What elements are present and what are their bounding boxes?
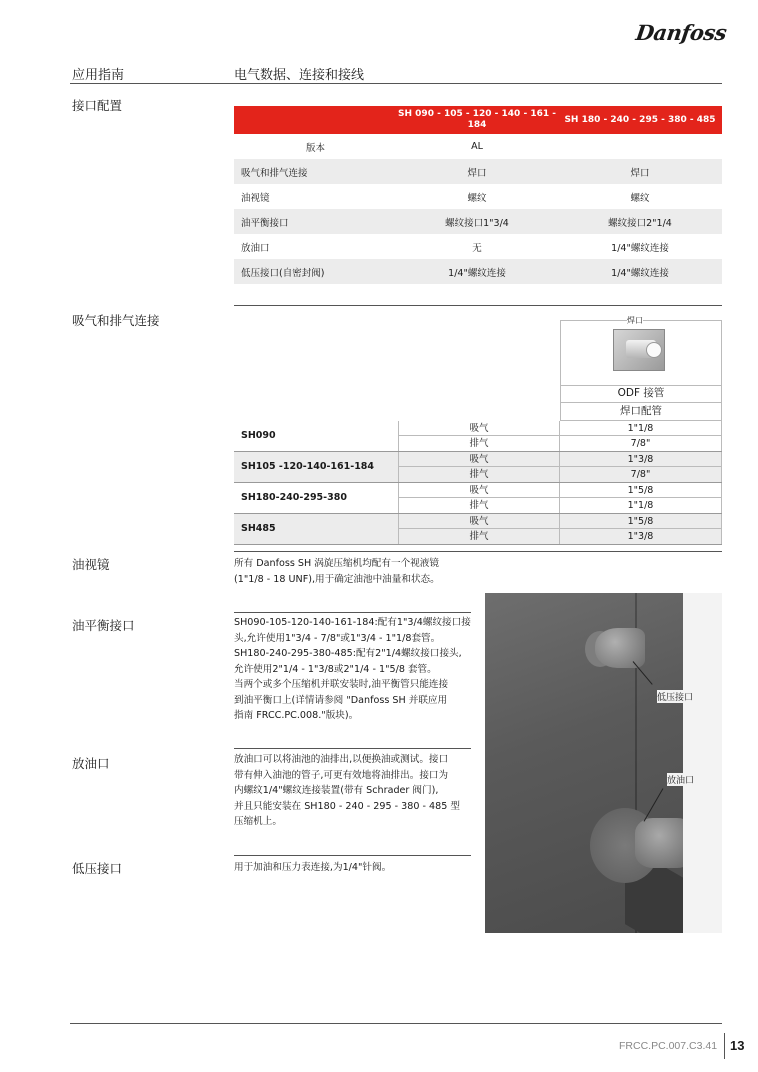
text-line: 内螺纹1/4"螺纹连接装置(带有 Schrader 阀门),: [234, 785, 439, 796]
section-rule: [234, 748, 471, 749]
section-sight-glass-label: 油视镜: [72, 557, 110, 572]
footer-separator: [724, 1033, 725, 1059]
interface-spec-table: [234, 106, 722, 284]
text-line: 允许使用2"1/4 - 1"3/8或2"1/4 - 1"5/8 套管。: [234, 663, 437, 675]
spec-row-value: 螺纹接口2"1/4: [608, 217, 672, 229]
spec-row-value: 螺纹: [467, 192, 487, 204]
table-row: [398, 436, 722, 451]
spec-row: [234, 159, 722, 184]
brazed-fitting-icon: [613, 329, 665, 371]
callout-leader: [644, 788, 664, 821]
spec-row-value: 焊口: [630, 167, 650, 179]
text-line: 到油平衡口上(详情请参阅 "Danfoss SH 并联应用: [234, 694, 448, 706]
connection-type: 排气: [398, 467, 560, 482]
section-rule: [234, 551, 722, 552]
fitting-image-label: 焊口: [627, 316, 643, 325]
connection-size: 1"5/8: [560, 514, 722, 529]
spec-row-label: 低压接口(自密封阀): [241, 267, 325, 279]
section-interface-label: 接口配置: [72, 98, 123, 113]
table-row-group: [234, 514, 722, 545]
text-line: 带有伸入油池的管子,可更有效地将油排出。接口为: [234, 769, 449, 781]
connection-size-table: [234, 421, 722, 545]
spec-row-value: 无: [472, 242, 482, 254]
spec-row-value: 螺纹接口1"3/4: [445, 217, 509, 229]
table-row-group: [234, 452, 722, 483]
section-rule: [234, 612, 471, 613]
table-row-group: [234, 421, 722, 452]
connection-type: 排气: [398, 529, 560, 544]
connection-size: 1"3/8: [560, 529, 722, 544]
connection-size: 7/8": [560, 436, 722, 451]
section-low-pressure-label: 低压接口: [72, 861, 123, 876]
spec-row-value: 1/4"螺纹连接: [448, 267, 506, 279]
table-row: [398, 483, 722, 498]
header-rule: [70, 83, 722, 84]
equalization-port-cap: [595, 628, 645, 668]
text-line: 并且只能安装在 SH180 - 240 - 295 - 380 - 485 型: [234, 800, 460, 812]
spec-row-value: 1/4"螺纹连接: [611, 242, 669, 254]
table-row: [398, 529, 722, 544]
oil-drain-text: [234, 752, 479, 830]
low-pressure-text: [234, 860, 479, 876]
table-row: [398, 452, 722, 467]
section-suction-discharge-label: 吸气和排气连接: [72, 313, 160, 328]
text-line: SH180-240-295-380-485:配有2"1/4螺纹接口接头,: [234, 648, 462, 659]
model-label: SH105 -120-140-161-184: [241, 461, 375, 472]
spec-table-header: [234, 106, 722, 134]
table-row-group: [234, 483, 722, 514]
spec-header-small-models: SH 090 - 105 - 120 - 140 - 161 - 184: [398, 109, 556, 130]
callout-oil-drain: 放油口: [667, 773, 694, 786]
connection-type: 吸气: [398, 483, 560, 498]
header-section-title: 电气数据、连接和接线: [234, 68, 365, 83]
connection-size: 7/8": [560, 467, 722, 482]
spec-table-bottom-rule: [234, 305, 722, 306]
table-row: [398, 421, 722, 436]
page-number: 13: [730, 1038, 745, 1053]
connection-size: 1"3/8: [560, 452, 722, 467]
spec-row: [234, 184, 722, 209]
text-line: 放油口可以将油池的油排出,以便换油或测试。接口: [234, 754, 449, 765]
compressor-ports-photo: [485, 593, 722, 933]
connection-type: 排气: [398, 498, 560, 513]
text-line: 指南 FRCC.PC.008."版块)。: [234, 710, 359, 721]
section-oil-equalization-label: 油平衡接口: [72, 618, 135, 633]
model-label: SH090: [241, 430, 276, 441]
spec-row-label: 放油口: [241, 242, 270, 254]
text-line: 压缩机上。: [234, 816, 282, 827]
spec-row: [234, 259, 722, 284]
spec-row: [234, 134, 722, 159]
table-row: [398, 514, 722, 529]
model-label: SH180-240-295-380: [241, 492, 347, 503]
text-line: SH090-105-120-140-161-184:配有1"3/4螺纹接口接: [234, 617, 471, 628]
spec-row: [234, 209, 722, 234]
spec-row-value: 1/4"螺纹连接: [611, 267, 669, 279]
conn-header-brazed: 焊口配管: [560, 403, 722, 421]
connection-size: 1"1/8: [560, 498, 722, 513]
header-doc-type: 应用指南: [72, 68, 125, 83]
section-rule: [234, 855, 471, 856]
spec-header-large-models: SH 180 - 240 - 295 - 380 - 485: [564, 114, 716, 125]
text-line: 当两个或多个压缩机并联安装时,油平衡管只能连接: [234, 679, 449, 690]
spec-row-value: AL: [471, 141, 483, 152]
table-row: [398, 467, 722, 482]
connection-type: 吸气: [398, 514, 560, 529]
spec-row: [234, 234, 722, 259]
connection-type: 排气: [398, 436, 560, 451]
footer-rule: [70, 1023, 722, 1024]
spec-row-label: 油视镜: [241, 192, 270, 204]
connection-size: 1"1/8: [560, 421, 722, 436]
spec-row-label: 油平衡接口: [241, 217, 289, 229]
conn-header-odf: ODF 接管: [560, 385, 722, 403]
photo-bezel: [683, 593, 722, 933]
connection-type: 吸气: [398, 421, 560, 436]
brazed-fitting-figure: [560, 316, 722, 386]
connection-type: 吸气: [398, 452, 560, 467]
spec-row-label: 吸气和排气连接: [241, 167, 308, 179]
callout-low-pressure-port: 低压接口: [657, 690, 693, 703]
model-label: SH485: [241, 523, 276, 534]
spec-row-value: 螺纹: [630, 192, 650, 204]
section-oil-drain-label: 放油口: [72, 756, 110, 771]
danfoss-logo: Danfoss: [634, 20, 729, 45]
spec-row-label: 版本: [306, 142, 326, 154]
oil-equalization-text: [234, 615, 479, 724]
text-line: (1"1/8 - 18 UNF),用于确定油池中油量和状态。: [234, 573, 440, 585]
sight-glass-text: [234, 556, 479, 587]
text-line: 用于加油和压力表连接,为1/4"针阀。: [234, 862, 392, 873]
spec-row-value: 焊口: [467, 167, 487, 179]
document-reference: FRCC.PC.007.C3.41: [619, 1040, 718, 1052]
text-line: 所有 Danfoss SH 涡旋压缩机均配有一个视液镜: [234, 558, 439, 569]
connection-size: 1"5/8: [560, 483, 722, 498]
table-row: [398, 498, 722, 513]
text-line: 头,允许使用1"3/4 - 7/8"或1"3/4 - 1"1/8套管。: [234, 632, 441, 644]
